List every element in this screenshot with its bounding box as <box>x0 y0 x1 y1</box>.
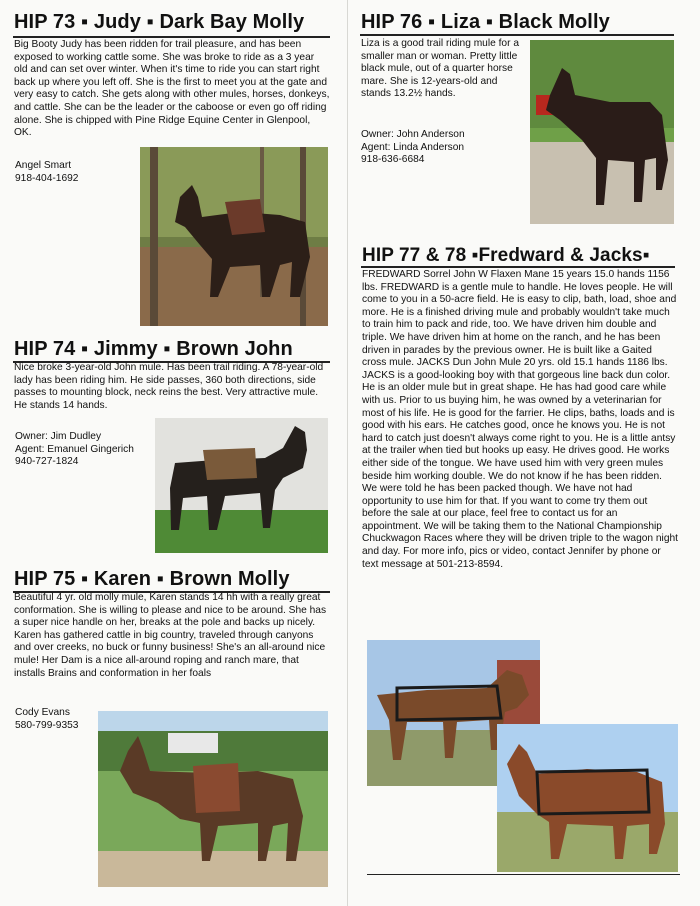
hip73-photo <box>140 147 328 326</box>
column-divider <box>347 0 348 906</box>
hip75-contact-name: Cody Evans <box>15 707 70 718</box>
hip74-contact <box>15 431 134 469</box>
hip7778-description: FREDWARD Sorrel John W Flaxen Mane 15 years 15.0 hands 1156 lbs. FREDWARD is a gentle mule to handle. He loves people. He will come to you in a 50-acre field. He is easy to clip, bath, load, shoe and more. He is a finished driving mule and probably wouldn't take much to train him to pack and ride, too. We have driven him double and triple. We have driven him at home on the ranch, and he has been driven in parades by the previous owner. He is built like a Gaited cross mule. JACKS Dun John Mule 20 yrs. old 15.1 hands 1186 lbs. JACKS is a good-looking boy with that gorgeous line back dun color. He is an older mule but in great shape. He has had good care while with us. Prior to us buying him, he was owned by a veterinarian for most of his life. He is good for the farrier. He clips, baths, loads and is good with his ears. He catches good, once he knows you. He is not hard to catch just doesn't always come right to you. He is a little antsy at the trailer when tied but hooks up easy. He drives good. He works either side of the tongue. We have used him with very green mules beside him working double. We do not know if he has been ridden. We were told he has been packed though. We have not had opportunity to use him for that. If you want to come try them out before the sale at our place, feel free to contact us for an appointment. We will be taking them to the National Championship Chuckwagon Races where they will be driven triple to the wagon night and day. For more info, pics or video, contact Jennifer by phone or text message at 501-213-8594. <box>362 269 678 570</box>
hip75-title: HIP 75 ▪ Karen ▪ Brown Molly <box>14 568 290 590</box>
hip73-rule <box>13 36 330 38</box>
hip75-description: Beautiful 4 yr. old molly mule, Karen stands 14 hh with a really great conformation. She is willing to please and nice to be around. She has a super nice handle on her, breaks at the pole and backs up nicely. Karen has gathered cattle in big country, traveled through canyons and over creeks, no buck or funny business! She's an all-around nice mule! Her Dam is a nice all-around roping and ranch mare, that installs Brains and conformation in her foals <box>14 592 327 679</box>
hip73-contact <box>15 160 78 185</box>
hip76-photo <box>530 40 674 224</box>
hip74-description: Nice broke 3-year-old John mule. Has been trail riding. A 78-year-old lady has been riding him. He side passes, 360 both directions, side passes to mounting block, neck reins the best. Very attractive mule. He stands 14 hands. <box>14 362 324 411</box>
hip74-agent: Agent: Emanuel Gingerich <box>15 443 134 455</box>
hip7778-title: HIP 77 & 78 ▪Fredward & Jacks▪ <box>362 245 650 266</box>
hip76-contact <box>361 129 465 167</box>
hip73-title: HIP 73 ▪ Judy ▪ Dark Bay Molly <box>14 11 305 33</box>
hip76-phone: 918-636-6684 <box>361 154 425 166</box>
hip76-agent: Agent: Linda Anderson <box>361 141 465 153</box>
hip74-phone: 940-727-1824 <box>15 456 79 468</box>
hip75-contact-phone: 580-799-9353 <box>15 719 79 731</box>
hip75-contact <box>15 707 78 732</box>
hip73-contact-phone: 918-404-1692 <box>15 172 79 184</box>
hip74-owner: Owner: Jim Dudley <box>15 431 102 442</box>
hip76-owner: Owner: John Anderson <box>361 129 465 140</box>
hip75-photo <box>98 711 328 887</box>
hip73-contact-name: Angel Smart <box>15 160 72 171</box>
hip74-photo <box>155 418 328 553</box>
hip73-description: Big Booty Judy has been ridden for trail pleasure, and has been exposed to working cattle some. She was broke to ride as a 3 year old and can set over winter. When it's time to ride you can start right back up where you left off. She is the first to meet you at the gate and very easy to catch. She gets along with other mules, horses, donkeys, and cattle. She can be the leader or the caboose or even go off riding alone. She is chipped with Pine Ridge Equine Center in Glenpool, OK. <box>14 39 330 139</box>
hip76-title: HIP 76 ▪ Liza ▪ Black Molly <box>361 11 610 33</box>
hip7778-rule <box>361 266 675 268</box>
hip78-photo <box>497 724 678 872</box>
bottom-rule <box>367 874 680 875</box>
hip76-description: Liza is a good trail riding mule for a smaller man or woman. Pretty little black mule, out of a quarter horse mare. She is 12-years-old and stands 13.2½ hands. <box>361 38 519 100</box>
hip76-rule <box>360 34 674 36</box>
hip74-title: HIP 74 ▪ Jimmy ▪ Brown John <box>14 338 293 360</box>
